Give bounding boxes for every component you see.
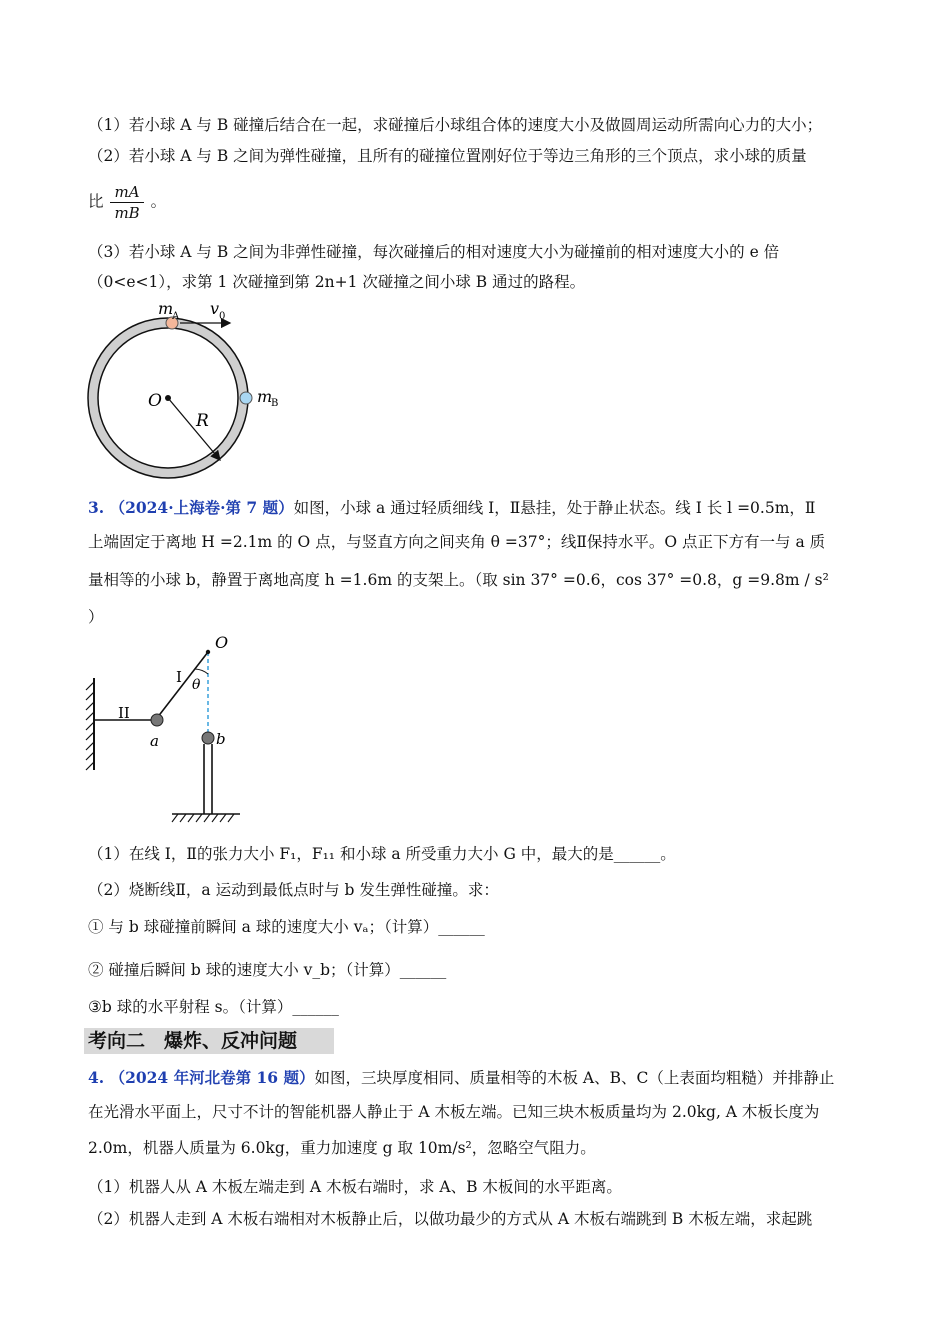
q3-sub2: （2）烧断线Ⅱ，a 运动到最低点时与 b 发生弹性碰撞。求： xyxy=(88,881,499,899)
label-O: O xyxy=(148,391,162,411)
ball-b-pendulum xyxy=(202,732,214,744)
q3-line4: ） xyxy=(88,608,104,626)
label-mA-sub: A xyxy=(172,311,180,322)
circular-track-figure xyxy=(80,292,320,492)
label-v0: v xyxy=(210,299,220,318)
q2-part2-ratio xyxy=(88,182,166,223)
q3-sub5: ③b 球的水平射程 s。（计算）______ xyxy=(88,998,339,1016)
q4-sub1: （1）机器人从 A 木板左端走到 A 木板右端时，求 A、B 木板间的水平距离。 xyxy=(88,1178,622,1196)
label-mB: m xyxy=(257,387,273,406)
q2-part1: （1）若小球 A 与 B 碰撞后结合在一起，求碰撞后小球组合体的速度大小及做圆周运动所需向心力的大小； xyxy=(88,116,823,134)
q4-text1: 如图，三块厚度相同、质量相等的木板 A、B、C（上表面均粗糙）并排静止 xyxy=(314,1069,835,1087)
pendulum-figure xyxy=(84,628,264,828)
fraction-denominator: mB xyxy=(114,204,140,222)
q3-sub3: ① 与 b 球碰撞前瞬间 a 球的速度大小 vₐ；（计算）______ xyxy=(88,918,485,936)
q4-line2: 在光滑水平面上，尺寸不计的智能机器人静止于 A 木板左端。已知三块木板质量均为 2.0kg, A 木板长度为 xyxy=(88,1103,820,1121)
q3-text1: 如图，小球 a 通过轻质细线 I，Ⅱ悬挂，处于静止状态。线 I 长 l =0.5m，Ⅱ xyxy=(293,499,816,517)
mass-ratio-fraction xyxy=(110,182,143,223)
q2-part3-line2: （0<e<1），求第 1 次碰撞到第 2n+1 次碰撞之间小球 B 通过的路程。 xyxy=(88,273,586,291)
q4-source-tag: 4. （2024 年河北卷第 16 题） xyxy=(88,1068,315,1087)
q2-ratio-prefix: 比 xyxy=(88,192,104,211)
fraction-numerator: mA xyxy=(110,182,143,203)
ball-a-pendulum xyxy=(151,714,163,726)
q3-line2: 上端固定于离地 H =2.1m 的 O 点，与竖直方向之间夹角 θ =37°；线Ⅱ保持水平。O 点正下方有一与 a 质 xyxy=(88,533,826,551)
label-theta: θ xyxy=(192,677,201,693)
q3-sub4: ② 碰撞后瞬间 b 球的速度大小 v_b；（计算）______ xyxy=(88,961,447,979)
q3-line1 xyxy=(88,497,815,519)
label-ball-a: a xyxy=(150,732,159,750)
label-string-I: I xyxy=(176,668,182,686)
label-string-II: II xyxy=(118,704,130,722)
wall-hatching xyxy=(86,682,94,770)
ground-hatching xyxy=(172,814,234,822)
section-heading: 考向二 爆炸、反冲问题 xyxy=(84,1028,334,1054)
q3-source-tag: 3. （2024·上海卷·第 7 题） xyxy=(88,498,294,517)
label-ball-b: b xyxy=(216,730,226,748)
q2-ratio-suffix: 。 xyxy=(150,192,167,211)
pivot-O xyxy=(206,650,210,654)
q4-sub2: （2）机器人走到 A 木板右端相对木板静止后，以做功最少的方式从 A 木板右端跳到 B 木板左端，求起跳 xyxy=(88,1210,813,1228)
q4-line1 xyxy=(88,1067,834,1089)
q3-line3: 量相等的小球 b，静置于离地高度 h =1.6m 的支架上。（取 sin 37° =0.6，cos 37° =0.8，g =9.8m / s² xyxy=(88,571,829,589)
label-v0-sub: 0 xyxy=(219,311,226,322)
theta-arc xyxy=(195,669,208,674)
label-R: R xyxy=(196,411,209,431)
label-pivot-O: O xyxy=(215,633,229,652)
q2-part3-line1: （3）若小球 A 与 B 之间为非弹性碰撞，每次碰撞后的相对速度大小为碰撞前的相对速度大小的 e 倍 xyxy=(88,243,780,261)
label-mA: m xyxy=(158,299,174,318)
ball-b xyxy=(240,392,252,404)
q4-line3: 2.0m，机器人质量为 6.0kg，重力加速度 g 取 10m/s²，忽略空气阻力。 xyxy=(88,1139,596,1157)
q3-sub1: （1）在线 I，Ⅱ的张力大小 F₁，F₁₁ 和小球 a 所受重力大小 G 中，最大的是______。 xyxy=(88,845,676,863)
label-mB-sub: B xyxy=(271,398,279,409)
q2-part2: （2）若小球 A 与 B 之间为弹性碰撞，且所有的碰撞位置刚好位于等边三角形的三个顶点，求小球的质量 xyxy=(88,147,807,165)
